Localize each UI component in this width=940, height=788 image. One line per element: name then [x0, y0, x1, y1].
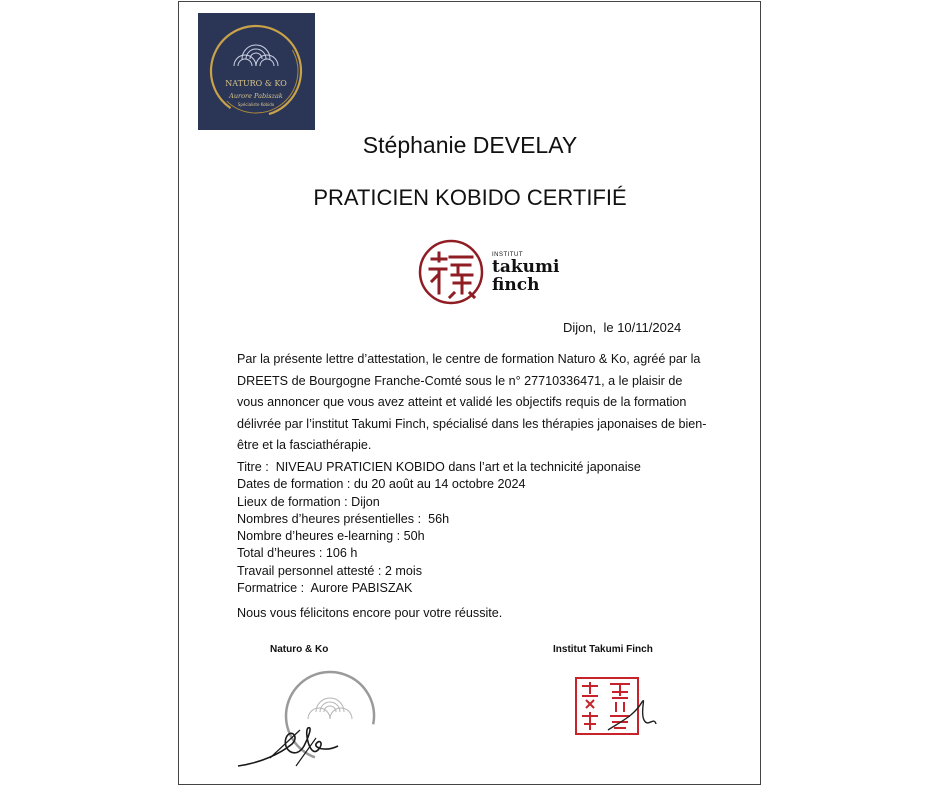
detail-line: Titre : NIVEAU PRATICIEN KOBIDO dans l’art et la technicité japonaise: [237, 460, 641, 474]
takumi-emblem-icon: [418, 239, 488, 305]
detail-line: Nombres d’heures présentielles : 56h: [237, 511, 450, 526]
logo-signature: Aurore Pabiszak: [229, 92, 283, 100]
recipient-name: Stéphanie DEVELAY: [362, 132, 578, 158]
certificate-title: PRATICIEN KOBIDO CERTIFIÉ: [313, 185, 627, 210]
detail-line: Nombre d’heures e-learning : 50h: [237, 529, 425, 544]
logo-brand: NATURO & KO: [225, 79, 287, 88]
institute-label: INSTITUT: [492, 252, 523, 258]
naturo-ko-logo: [198, 13, 315, 130]
detail-line: Travail personnel attesté : 2 mois: [237, 563, 423, 578]
intro-paragraph: Par la présente lettre d’attestation, le centre de formation Naturo & Ko, agréé par la DREETS de Bourgogne Franche-Comté sous le n° 27710336471, a le plaisir de vous annoncer que vous avez atteint et validé les objectifs requis de la formation délivrée par l’institut Takumi Finch, spécialisé dans les thérapies japonaises de bien-être et la fasciathérapie.: [237, 352, 707, 452]
date-line: Dijon, le 10/11/2024: [563, 320, 682, 335]
institute-name-line2: finch: [492, 275, 540, 295]
institute-name-line1: takumi: [492, 257, 560, 277]
detail-line: Total d’heures : 106 h: [237, 546, 358, 561]
signature-label-naturo-ko: Naturo & Ko: [270, 644, 329, 655]
detail-line: Dates de formation : du 20 août au 14 octobre 2024: [237, 477, 526, 492]
naturo-ko-stamp-signature: [230, 668, 390, 778]
signature-label-takumi-finch: Institut Takumi Finch: [553, 644, 653, 655]
logo-subtitle: Spécialiste Kobido: [237, 102, 275, 107]
takumi-finch-logo: [418, 239, 558, 305]
detail-line: Formatrice : Aurore PABISZAK: [237, 581, 413, 596]
congratulations-text: Nous vous félicitons encore pour votre réussite.: [237, 606, 503, 620]
logo-emblem: [198, 13, 315, 130]
training-details: [237, 459, 641, 597]
detail-line: Lieux de formation : Dijon: [237, 494, 380, 509]
takumi-finch-seal: [560, 672, 660, 742]
